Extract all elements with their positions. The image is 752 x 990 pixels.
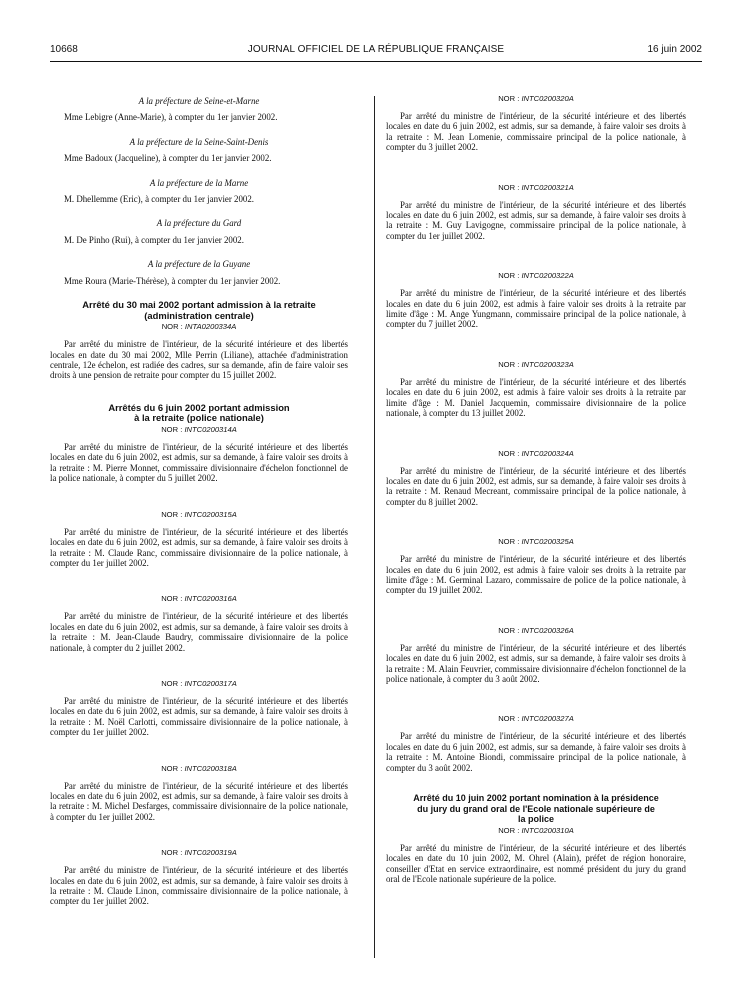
arrete-block	[386, 271, 686, 330]
prefecture-heading: A la préfecture de la Seine-Saint-Denis	[129, 136, 269, 147]
arrete-text: Par arrêté du ministre de l'intérieur, de la sécurité intérieure et des libertés locales en date du 6 juin 2002, est admis, sur sa demande, à faire valoir ses droits à la retraite : M. Jean-Claude Baudry, commissaire divisionnaire de la police nationale, à compter du 2 juillet 2002.	[50, 611, 348, 653]
nor-label: NOR :	[498, 359, 520, 369]
section-nomination-jury	[386, 793, 686, 884]
nor-label: NOR :	[161, 594, 183, 604]
page-header	[50, 44, 702, 58]
column-divider	[374, 96, 375, 958]
nor-code: INTC0200319A	[184, 848, 237, 858]
arrete-block	[50, 425, 348, 484]
nor-label: NOR :	[498, 825, 520, 835]
arrete-text: Par arrêté du ministre de l'intérieur, de la sécurité intérieure et des libertés locales en date du 6 juin 2002, est admis, sur sa demande, à faire valoir ses droits à la retraite : M. Claude Linon, commissaire divisionnaire de la police nationale, à compter du 1er juillet 2002.	[50, 865, 348, 907]
nor-reference	[386, 714, 686, 724]
nor-reference	[386, 360, 686, 370]
arrete-text: Par arrêté du ministre de l'intérieur, de la sécurité intérieure et des libertés locales en date du 6 juin 2002, est admis, sur sa demande, à faire valoir ses droits à la retraite : M. Renaud Mecreant, commissaire principal de la police nationale, à compter du 8 juillet 2002.	[386, 465, 686, 507]
nor-label: NOR :	[161, 763, 183, 773]
arrete-text: Par arrêté du ministre de l'intérieur, de la sécurité intérieure et des libertés locales en date du 6 juin 2002, est admis, sur sa demande, à faire valoir ses droits à la retraite : M. Antoine Biondi, commissaire principal de la police nationale, à compter du 3 août 2002.	[386, 731, 686, 773]
nor-reference	[386, 94, 686, 104]
nor-code: INTC0200318A	[184, 763, 237, 773]
nor-reference	[386, 183, 686, 193]
arrete-block	[386, 360, 686, 419]
nor-code: INTC0200327A	[521, 714, 574, 724]
nor-label: NOR :	[498, 625, 520, 635]
nor-reference	[386, 449, 686, 459]
arrete-block	[386, 714, 686, 773]
prefecture-entry-text: M. Dhellemme (Eric), à compter du 1er janvier 2002.	[64, 194, 255, 205]
arrete-text: Par arrêté du ministre de l'intérieur, de la sécurité intérieure et des libertés locales en date du 6 juin 2002, est admis, sur sa demande, à faire valoir ses droits à la retraite : M. Alain Feuvrier, commissaire divisionnaire d'échelon fonctionnel de la police nationale, à compter du 3 août 2002.	[386, 642, 686, 684]
section-title: Arrêté du 10 juin 2002 portant nomination à la présidence	[413, 793, 659, 803]
arrete-block	[50, 594, 348, 653]
nor-reference	[50, 848, 348, 858]
section-title: la police	[517, 814, 554, 825]
nor-label: NOR :	[161, 509, 183, 519]
nor-reference	[386, 271, 686, 281]
nor-label: NOR :	[498, 714, 520, 724]
nor-code: INTC0200315A	[184, 509, 237, 519]
nor-code: INTC0200317A	[184, 678, 237, 688]
nor-label: NOR :	[498, 448, 520, 458]
arrete-text: Par arrêté du ministre de l'intérieur, de la sécurité intérieure et des libertés locales en date du 6 juin 2002, est admis, sur sa demande, à faire valoir ses droits à la retraite : M. Michel Desfarges, commissaire divisionnaire de la police nationale, à compter du 1er juillet 2002.	[50, 780, 348, 822]
nor-label: NOR :	[498, 537, 520, 547]
prefecture-entry-text: M. De Pinho (Rui), à compter du 1er janvier 2002.	[64, 234, 244, 245]
nor-reference	[50, 679, 348, 689]
prefecture-heading: A la préfecture de la Marne	[149, 177, 249, 188]
arrete-block	[386, 626, 686, 685]
nor-code: INTC0200324A	[521, 448, 574, 458]
arrete-block	[386, 183, 686, 242]
header-rule	[50, 61, 702, 62]
prefecture-entry	[50, 96, 348, 123]
nor-label: NOR :	[498, 94, 520, 103]
nor-reference	[50, 510, 348, 520]
section-title: du jury du grand oral de l'Ecole nationale supérieure de	[417, 803, 655, 814]
nor-label: NOR :	[498, 271, 520, 281]
nor-reference	[386, 826, 686, 836]
prefecture-heading: A la préfecture de la Guyane	[147, 259, 251, 270]
prefecture-entry-text: Mme Roura (Marie-Thérèse), à compter du 1er janvier 2002.	[64, 275, 281, 286]
arrete-text: Par arrêté du ministre de l'intérieur, de la sécurité intérieure et des libertés locales en date du 6 juin 2002, est admis, sur sa demande, à faire valoir ses droits à la retraite : M. Pierre Monnet, commissaire divisionnaire d'échelon fonctionnel de la police nationale, à compter du 5 juillet 2002.	[50, 442, 348, 484]
prefecture-entry-text: Mme Lebigre (Anne-Marie), à compter du 1er janvier 2002.	[64, 112, 278, 123]
nor-code: INTC0200325A	[521, 537, 574, 547]
left-column	[50, 96, 348, 907]
prefecture-entry	[50, 259, 348, 286]
nor-code: INTC0200314A	[184, 425, 237, 435]
page-number: 10668	[50, 44, 78, 55]
arrete-text: Par arrêté du ministre de l'intérieur, de la sécurité intérieure et des libertés locales en date du 30 mai 2002, Mlle Perrin (Liliane), attachée d'administration centrale, 12e échelon, est radiée des cadres, sur sa demande, afin de faire valoir ses droits à une pension de retraite pour compter du 15 juillet 2002.	[50, 339, 348, 381]
nor-code: INTC0200322A	[521, 271, 574, 281]
prefecture-heading: A la préfecture du Gard	[156, 218, 242, 229]
arrete-block	[386, 94, 686, 153]
publication-date: 16 juin 2002	[647, 44, 702, 55]
nor-code: INTC0200320A	[521, 94, 574, 103]
arrete-text: Par arrêté du ministre de l'intérieur, de la sécurité intérieure et des libertés locales en date du 6 juin 2002, est admis à faire valoir ses droits à la retraite par limite d'âge : M. Daniel Jacquemin, commissaire divisionnaire de la police nationale, à compter du 13 juillet 2002.	[386, 376, 686, 419]
nor-code: INTC0200326A	[521, 625, 574, 635]
arrete-text: Par arrêté du ministre de l'intérieur, de la sécurité intérieure et des libertés locales en date du 6 juin 2002, est admis, sur sa demande, à faire valoir ses droits à la retraite : M. Claude Ranc, commissaire divisionnaire de la police nationale, à compter du 1er juillet 2002.	[50, 526, 348, 568]
prefecture-entry	[50, 218, 348, 245]
prefecture-entry-text: Mme Badoux (Jacqueline), à compter du 1er janvier 2002.	[64, 153, 272, 164]
nor-code: INTC0200323A	[521, 359, 574, 369]
arrete-text: Par arrêté du ministre de l'intérieur, de la sécurité intérieure et des libertés locales en date du 6 juin 2002, est admis à faire valoir ses droits à la retraite par limite d'âge : M. Germinal Lazaro, commissaire de police de la police nationale, à compter du 19 juillet 2002.	[386, 554, 686, 596]
nor-code: INTC0200321A	[521, 182, 574, 192]
section-title: à la retraite (police nationale)	[134, 412, 264, 424]
arrete-text: Par arrêté du ministre de l'intérieur, de la sécurité intérieure et des libertés locales en date du 10 juin 2002, M. Ohrel (Alain), préfet de région honoraire, conseiller d'Etat en service extraordinaire, est nommé président du jury du grand oral de l'Ecole nationale supérieure de la police.	[386, 842, 686, 884]
arrete-block	[50, 848, 348, 907]
nor-code: INTC0200316A	[184, 594, 237, 604]
prefecture-heading: A la préfecture de Seine-et-Marne	[138, 96, 260, 106]
nor-label: NOR :	[161, 322, 183, 332]
section-admission-police-nationale	[50, 403, 348, 907]
section-title: Arrêtés du 6 juin 2002 portant admission	[108, 401, 290, 413]
right-column	[386, 93, 686, 884]
arrete-text: Par arrêté du ministre de l'intérieur, de la sécurité intérieure et des libertés locales en date du 6 juin 2002, est admis, sur sa demande, à faire valoir ses droits à la retraite : M. Noël Carlotti, commissaire divisionnaire de la police nationale, à compter du 1er juillet 2002.	[50, 695, 348, 738]
nor-reference	[386, 537, 686, 547]
arrete-block	[50, 679, 348, 738]
nor-reference	[50, 425, 348, 435]
arrete-block	[50, 510, 348, 569]
nor-code: INTC0200310A	[521, 825, 574, 835]
section-admission-administration-centrale	[50, 300, 348, 381]
nor-label: NOR :	[498, 182, 520, 192]
prefecture-entry	[50, 178, 348, 205]
arrete-block	[386, 449, 686, 508]
nor-reference	[50, 322, 348, 332]
section-title: (administration centrale)	[144, 309, 254, 321]
section-title: Arrêté du 30 mai 2002 portant admission à la retraite	[82, 299, 316, 311]
nor-label: NOR :	[161, 425, 183, 435]
arrete-text: Par arrêté du ministre de l'intérieur, de la sécurité intérieure et des libertés locales en date du 6 juin 2002, est admis à faire valoir ses droits à la retraite par limite d'âge : M. Ange Yungmann, commissaire principal de la police nationale, à compter du 7 juillet 2002.	[386, 288, 686, 330]
journal-title: JOURNAL OFFICIEL DE LA RÉPUBLIQUE FRANÇAISE	[247, 44, 505, 55]
nor-label: NOR :	[161, 678, 183, 688]
prefecture-entry	[50, 137, 348, 164]
nor-reference	[386, 626, 686, 636]
nor-reference	[50, 764, 348, 774]
nor-label: NOR :	[161, 848, 183, 858]
arrete-text: Par arrêté du ministre de l'intérieur, de la sécurité intérieure et des libertés locales en date du 6 juin 2002, est admis, sur sa demande, à faire valoir ses droits à la retraite : M. Jean Lomenie, commissaire principal de la police nationale, à compter du 3 juillet 2002.	[386, 111, 686, 153]
arrete-block	[386, 537, 686, 596]
arrete-block	[50, 764, 348, 823]
arrete-text: Par arrêté du ministre de l'intérieur, de la sécurité intérieure et des libertés locales en date du 6 juin 2002, est admis, sur sa demande, à faire valoir ses droits à la retraite : M. Guy Lavigogne, commissaire principal de la police nationale, à compter du 1er juillet 2002.	[386, 199, 686, 241]
nor-code: INTA0200334A	[184, 322, 237, 332]
nor-reference	[50, 594, 348, 604]
